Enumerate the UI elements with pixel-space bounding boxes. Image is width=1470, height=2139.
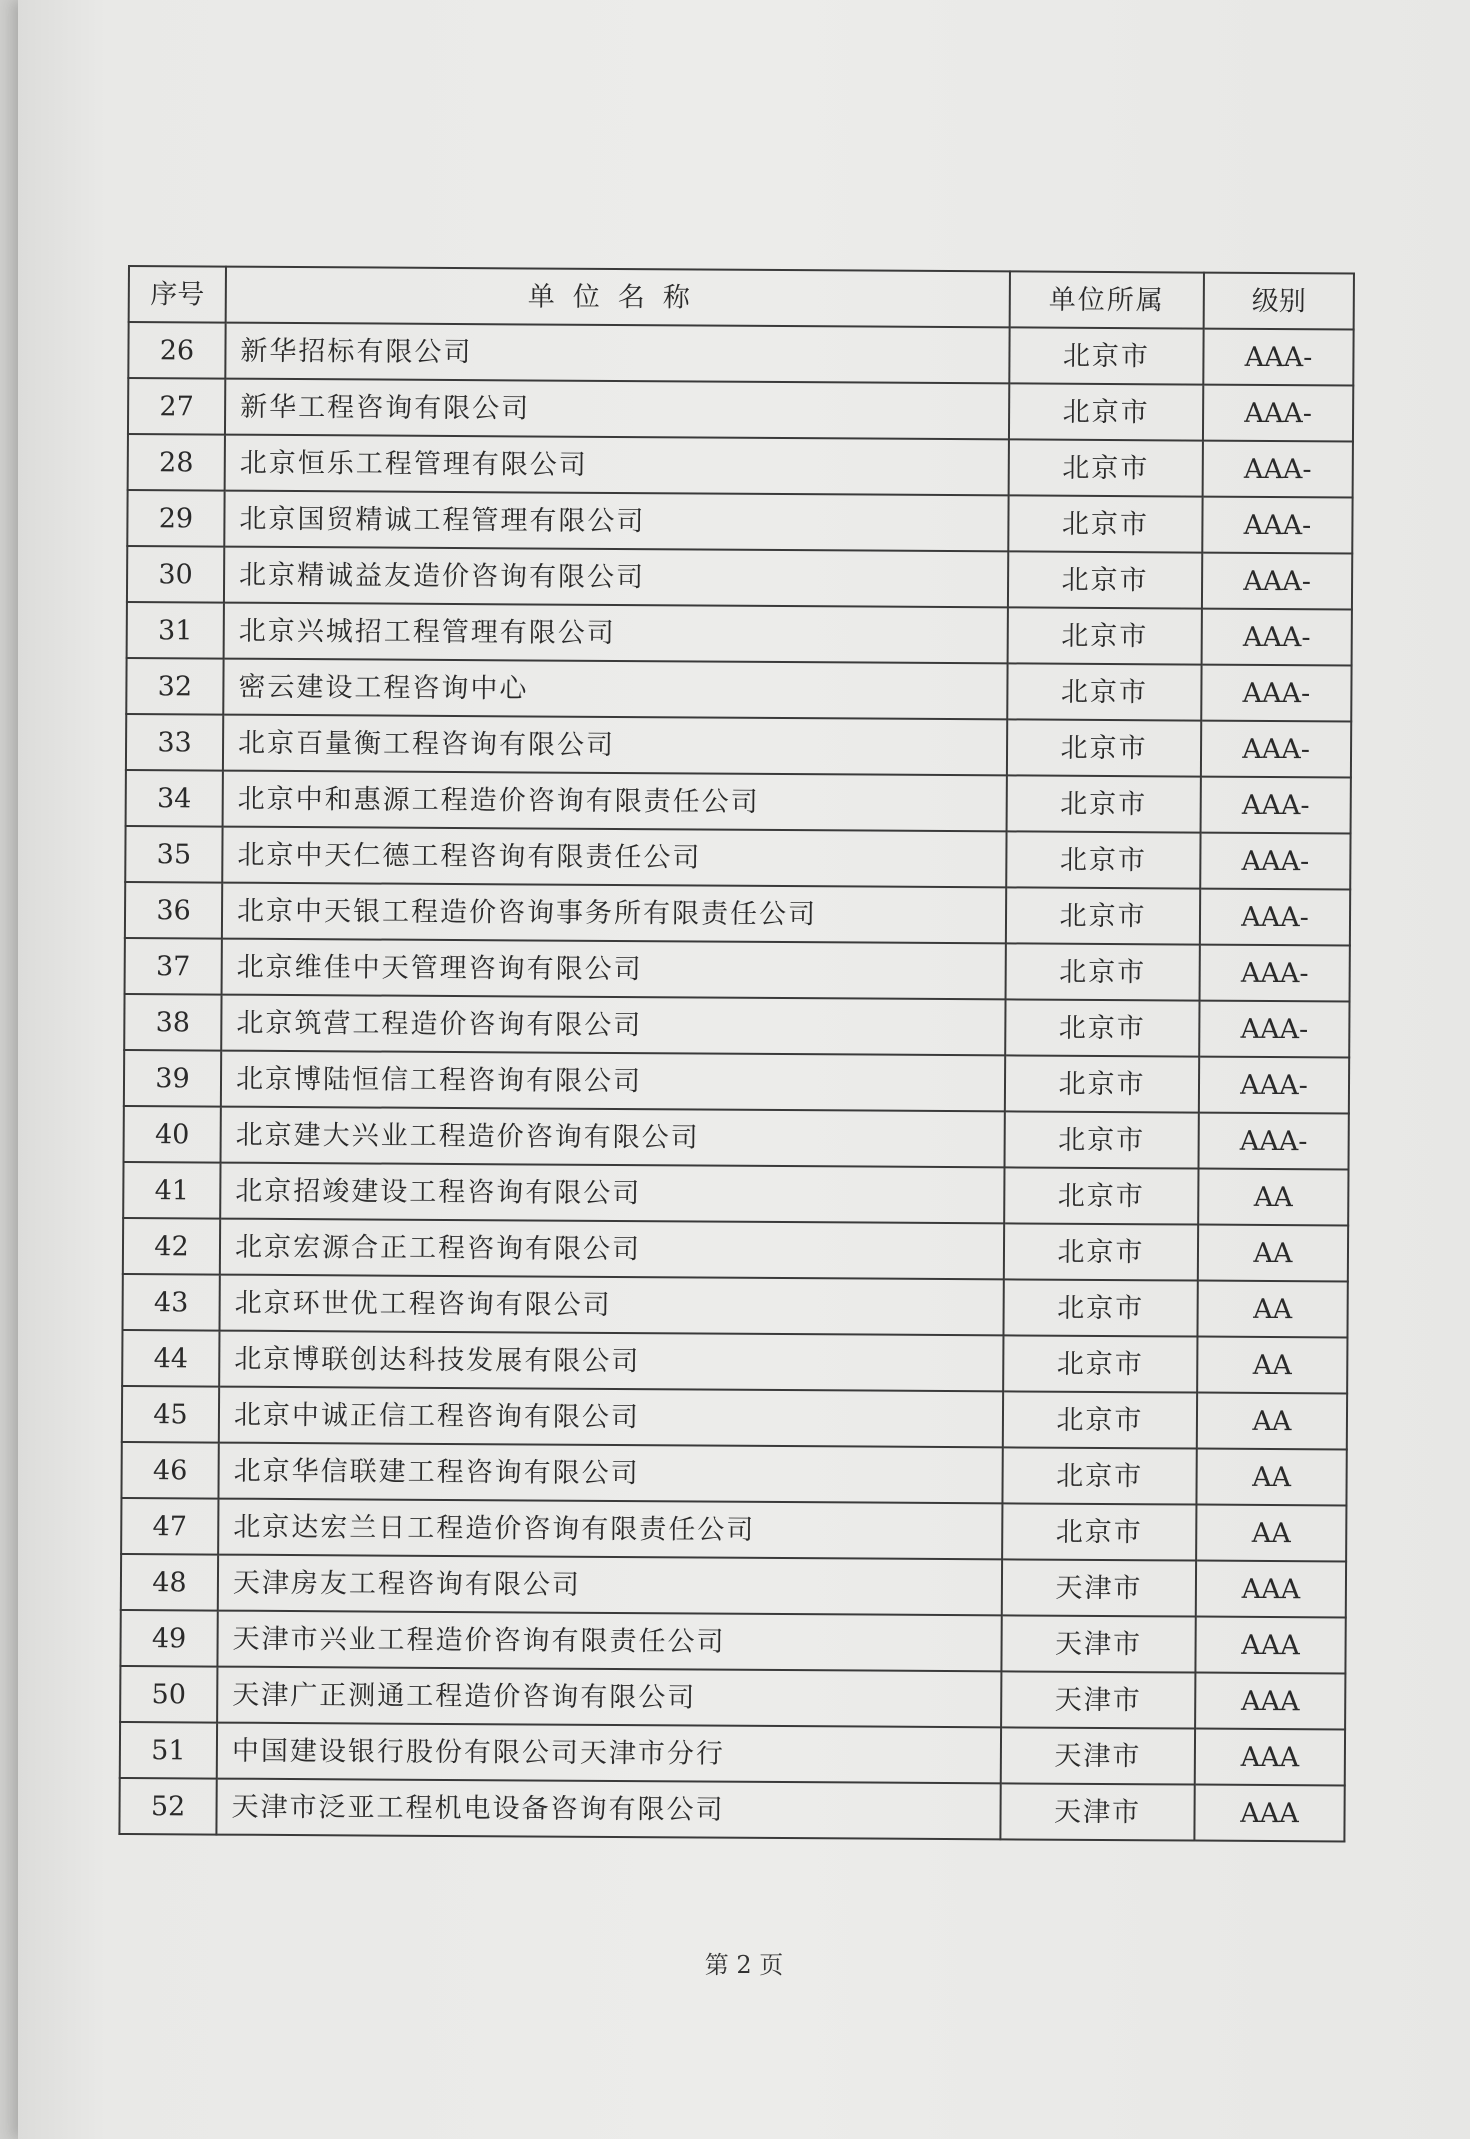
row-no: 28	[128, 434, 225, 491]
row-level: AAA-	[1203, 385, 1353, 442]
row-company-name: 北京中诚正信工程咨询有限公司	[219, 1387, 1003, 1448]
row-level: AA	[1197, 1393, 1347, 1450]
table-row	[124, 994, 1349, 1057]
row-level: AAA-	[1200, 889, 1350, 946]
row-company-name: 新华招标有限公司	[225, 323, 1009, 384]
row-no: 33	[126, 714, 223, 771]
document-page	[18, 0, 1470, 2139]
row-level: AAA-	[1199, 1057, 1349, 1114]
row-no: 42	[123, 1218, 220, 1275]
row-company-name: 北京宏源合正工程咨询有限公司	[220, 1219, 1004, 1280]
row-level: AAA-	[1202, 609, 1352, 666]
table-row	[126, 714, 1351, 777]
row-level: AAA-	[1201, 721, 1351, 778]
row-city: 北京市	[1006, 831, 1200, 888]
table-row	[128, 434, 1353, 497]
row-no: 43	[122, 1274, 219, 1331]
row-no: 44	[122, 1330, 219, 1387]
table-row	[126, 658, 1351, 721]
row-company-name: 天津市兴业工程造价咨询有限责任公司	[217, 1611, 1001, 1672]
row-company-name: 中国建设银行股份有限公司天津市分行	[217, 1723, 1001, 1784]
row-no: 32	[126, 658, 223, 715]
table-row	[128, 322, 1353, 385]
row-level: AA	[1198, 1225, 1348, 1282]
row-company-name: 北京维佳中天管理咨询有限公司	[222, 939, 1006, 1000]
header-level: 级别	[1204, 273, 1354, 330]
row-no: 26	[128, 322, 225, 379]
row-city: 北京市	[1009, 327, 1203, 384]
table-header-row	[129, 266, 1354, 329]
row-level: AAA-	[1199, 1113, 1349, 1170]
row-company-name: 新华工程咨询有限公司	[225, 379, 1009, 440]
row-no: 27	[128, 378, 225, 435]
row-level: AAA-	[1200, 945, 1350, 1002]
row-level: AAA-	[1201, 665, 1351, 722]
row-city: 北京市	[1009, 439, 1203, 496]
row-city: 北京市	[1003, 1279, 1197, 1336]
table-row	[121, 1442, 1346, 1505]
row-company-name: 北京华信联建工程咨询有限公司	[218, 1443, 1002, 1504]
row-city: 天津市	[1001, 1671, 1195, 1728]
row-company-name: 北京招竣建设工程咨询有限公司	[220, 1163, 1004, 1224]
row-no: 34	[126, 770, 223, 827]
header-no: 序号	[129, 266, 226, 323]
row-company-name: 北京兴城招工程管理有限公司	[224, 603, 1008, 664]
table-row	[124, 1050, 1349, 1113]
table-row	[126, 770, 1351, 833]
row-level: AAA-	[1199, 1001, 1349, 1058]
row-city: 北京市	[1007, 663, 1201, 720]
table-row	[123, 1162, 1348, 1225]
row-company-name: 北京建大兴业工程造价咨询有限公司	[221, 1107, 1005, 1168]
header-name: 单位名称	[226, 267, 1010, 328]
row-no: 39	[124, 1050, 221, 1107]
row-city: 北京市	[1006, 943, 1200, 1000]
row-city: 天津市	[1001, 1615, 1195, 1672]
row-no: 35	[125, 826, 222, 883]
row-no: 30	[127, 546, 224, 603]
header-city: 单位所属	[1010, 271, 1204, 328]
row-no: 47	[121, 1498, 218, 1555]
table-row	[125, 882, 1350, 945]
row-city: 北京市	[1005, 1111, 1199, 1168]
table-row	[128, 378, 1353, 441]
company-rating-table	[118, 265, 1355, 1842]
table-row	[123, 1218, 1348, 1281]
row-company-name: 北京百量衡工程咨询有限公司	[223, 715, 1007, 776]
row-no: 51	[120, 1722, 217, 1779]
row-city: 北京市	[1003, 1391, 1197, 1448]
row-no: 38	[124, 994, 221, 1051]
table-row	[127, 602, 1352, 665]
row-company-name: 密云建设工程咨询中心	[223, 659, 1007, 720]
row-level: AAA-	[1200, 833, 1350, 890]
row-no: 48	[121, 1554, 218, 1611]
row-city: 北京市	[1004, 1223, 1198, 1280]
table-row	[121, 1554, 1346, 1617]
table-row	[127, 490, 1352, 553]
row-city: 北京市	[1008, 495, 1202, 552]
row-level: AAA-	[1202, 497, 1352, 554]
row-company-name: 北京国贸精诚工程管理有限公司	[224, 491, 1008, 552]
row-company-name: 北京精诚益友造价咨询有限公司	[224, 547, 1008, 608]
row-level: AAA	[1195, 1673, 1345, 1730]
table-row	[120, 1610, 1345, 1673]
row-company-name: 天津广正测通工程造价咨询有限公司	[217, 1667, 1001, 1728]
row-city: 天津市	[1001, 1727, 1195, 1784]
table-row	[127, 546, 1352, 609]
row-no: 46	[121, 1442, 218, 1499]
row-level: AA	[1197, 1281, 1347, 1338]
row-company-name: 北京达宏兰日工程造价咨询有限责任公司	[218, 1499, 1002, 1560]
row-no: 31	[127, 602, 224, 659]
row-company-name: 北京恒乐工程管理有限公司	[225, 435, 1009, 496]
row-company-name: 天津市泛亚工程机电设备咨询有限公司	[216, 1779, 1000, 1840]
row-city: 天津市	[1002, 1559, 1196, 1616]
row-city: 北京市	[1008, 607, 1202, 664]
table-row	[125, 938, 1350, 1001]
row-level: AAA	[1194, 1785, 1344, 1842]
row-company-name: 北京博陆恒信工程咨询有限公司	[221, 1051, 1005, 1112]
row-company-name: 北京环世优工程咨询有限公司	[219, 1275, 1003, 1336]
row-level: AAA	[1195, 1617, 1345, 1674]
row-city: 北京市	[1003, 1335, 1197, 1392]
row-city: 北京市	[1002, 1503, 1196, 1560]
table-row	[122, 1330, 1347, 1393]
row-city: 北京市	[1007, 719, 1201, 776]
row-level: AA	[1197, 1337, 1347, 1394]
row-level: AAA	[1196, 1561, 1346, 1618]
row-company-name: 北京筑营工程造价咨询有限公司	[221, 995, 1005, 1056]
row-city: 北京市	[1004, 1167, 1198, 1224]
row-city: 北京市	[1002, 1447, 1196, 1504]
row-company-name: 北京博联创达科技发展有限公司	[219, 1331, 1003, 1392]
page-number: 第 2 页	[704, 1951, 784, 1979]
row-level: AAA-	[1203, 441, 1353, 498]
table-row	[124, 1106, 1349, 1169]
row-no: 52	[119, 1778, 216, 1835]
row-level: AA	[1196, 1449, 1346, 1506]
row-level: AA	[1198, 1169, 1348, 1226]
row-no: 36	[125, 882, 222, 939]
row-level: AA	[1196, 1505, 1346, 1562]
row-no: 49	[120, 1610, 217, 1667]
row-level: AAA-	[1203, 329, 1353, 386]
row-no: 37	[125, 938, 222, 995]
row-level: AAA-	[1202, 553, 1352, 610]
table-row	[120, 1722, 1345, 1785]
table-row	[125, 826, 1350, 889]
row-company-name: 北京中和惠源工程造价咨询有限责任公司	[223, 771, 1007, 832]
table-row	[119, 1778, 1344, 1841]
row-city: 北京市	[1006, 887, 1200, 944]
row-level: AAA	[1195, 1729, 1345, 1786]
row-city: 北京市	[1009, 383, 1203, 440]
row-no: 45	[122, 1386, 219, 1443]
row-no: 40	[124, 1106, 221, 1163]
row-city: 北京市	[1005, 999, 1199, 1056]
row-no: 50	[120, 1666, 217, 1723]
row-no: 41	[123, 1162, 220, 1219]
row-no: 29	[127, 490, 224, 547]
table-row	[120, 1666, 1345, 1729]
table-row	[122, 1386, 1347, 1449]
row-city: 北京市	[1007, 775, 1201, 832]
table-row	[122, 1274, 1347, 1337]
row-city: 北京市	[1005, 1055, 1199, 1112]
row-company-name: 天津房友工程咨询有限公司	[218, 1555, 1002, 1616]
table-row	[121, 1498, 1346, 1561]
row-level: AAA-	[1201, 777, 1351, 834]
row-city: 北京市	[1008, 551, 1202, 608]
row-company-name: 北京中天银工程造价咨询事务所有限责任公司	[222, 883, 1006, 944]
row-company-name: 北京中天仁德工程咨询有限责任公司	[222, 827, 1006, 888]
row-city: 天津市	[1000, 1783, 1194, 1840]
